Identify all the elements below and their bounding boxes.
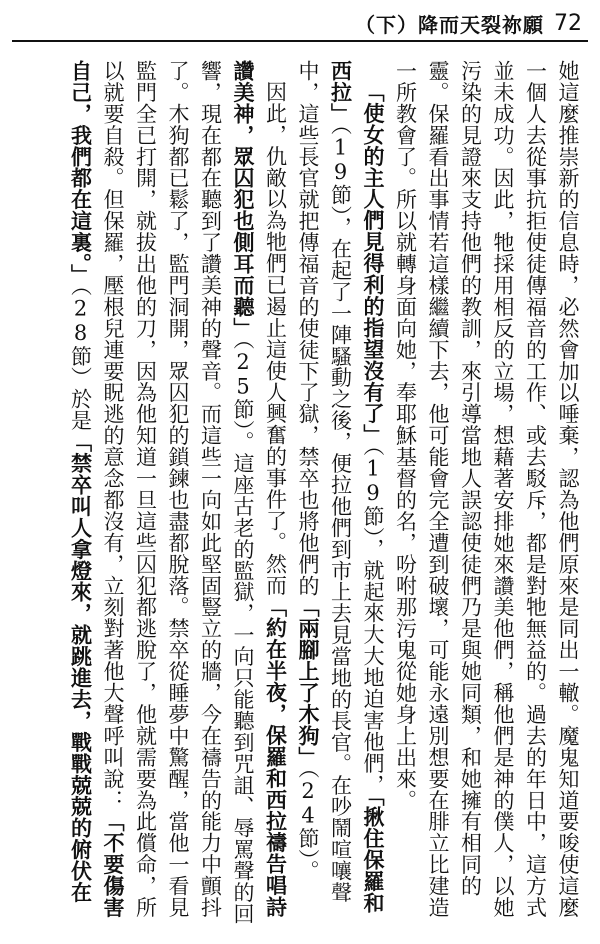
- paragraph-3-run-3: （28節）於是: [68, 285, 93, 432]
- paragraph-2: [292, 60, 390, 928]
- paragraph-3: [64, 60, 292, 928]
- quote-do-not-harm: 「不要傷害自己，我們都在這裏。」: [68, 60, 125, 918]
- paragraph-1: [389, 60, 584, 928]
- quote-masters-hope-lost: 「使女的主人們見得利的指望沒有了」: [361, 81, 385, 446]
- running-title: （下）降而天裂祢願: [355, 12, 544, 37]
- quote-feet-in-stocks: 「兩腳上了木狗」: [296, 596, 320, 768]
- paragraph-2-run-1: （19節），就起來大大地迫害他們，: [361, 445, 385, 796]
- vertical-text-body: [16, 60, 584, 928]
- paragraph-2-run-3: （24節）。: [296, 767, 320, 882]
- quote-jailer-called-light: 「禁卒叫人拿燈來，就跳進去，戰戰兢兢的俯伏在: [68, 431, 93, 904]
- quote-midnight-prayer: 「約在半夜，保羅和西拉禱告唱詩讚美神，眾囚犯也側耳而聽」: [231, 60, 288, 918]
- quote-seized-paul-silas: 「揪住保羅和西拉」: [328, 60, 385, 914]
- page-number: 72: [554, 10, 582, 36]
- paragraph-1-text: 她這麼推崇新的信息時，必然會加以唾棄，認為他們原來是同出一轍。魔鬼知道要唆使這麼一個人去從事抗拒使徒傳福音的工作、或去駁斥，都是對牠無益的。過去的年日中，這方式並未成功。因此，牠採用相反的立場，想藉著安排她來讚美他們，稱他們是神的僕人，以她污染的見證來支持他們的教訓，來引導當地人誤認使徒們乃是與她同類，和她擁有相同的靈。保羅看出事情若這樣繼續下去，他可能會完全遭到破壞，可能永遠別想要在腓立比建造一所教會了。所以就轉身面向她，奉耶穌基督的名，吩咐那污鬼從她身上出來。: [393, 60, 580, 918]
- paragraph-3-run-2: （25節）。這座古老的監獄，一向只能聽到咒詛、辱罵聲的回響，現在都在聽到了讚美神的聲音。而這些一向如此堅固豎立的牆，今在禱告的能力中顫抖了。木狗都已鬆了，監門洞開，眾囚犯的鎖鍊也盡都脫落。禁卒從睡夢中驚醒，當他一看見監門全已打開，就拔出他的刀，因為他知道一旦這些囚犯都逃脫了，他就需要為此償命，所以就要自殺。但保羅，壓根兒連要眖逃的意念都沒有，立刻對著他大聲呼叫說：: [101, 60, 255, 925]
- paragraph-3-run-1: 因此，仇敵以為牠們已遏止這使人興奮的事件了。然而: [263, 81, 288, 596]
- paragraph-2-run-2: （19節），在起了一陣騷動之後，便拉他們到市上去見當地的長官。在吵鬧喧嚷聲中，這些長官就把傳福音的使徒下了獄，禁卒也將他們的: [296, 60, 353, 904]
- page-header: [12, 6, 588, 42]
